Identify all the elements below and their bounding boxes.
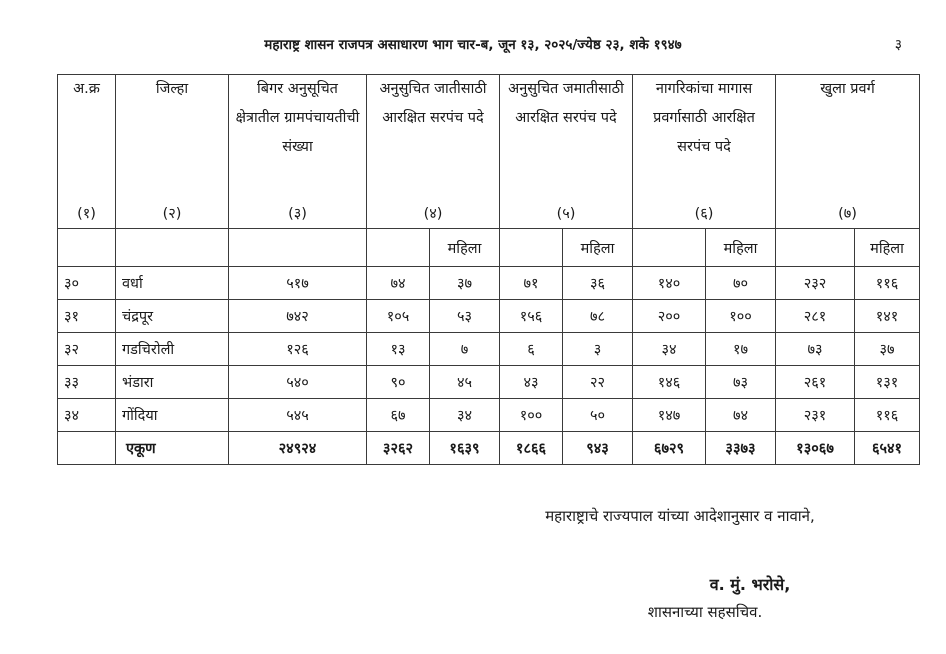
page-header [0,34,946,56]
women-label-sc: महिला [430,229,500,267]
col-number: (७) [838,206,857,222]
district-cell: गोंदिया [116,399,229,432]
sc-women-cell: ३४ [430,399,500,432]
open-women-cell: १३१ [855,366,920,399]
st-women-cell: ३ [563,333,633,366]
panchayat-count-cell: ५१७ [229,267,367,300]
total-obc: ६७२९ [633,432,706,465]
women-label-obc: महिला [706,229,776,267]
table-row [58,267,920,300]
obc-women-cell: १७ [706,333,776,366]
obc-women-cell: ७० [706,267,776,300]
st-cell: ६ [500,333,563,366]
table-row [58,399,920,432]
total-open: १३०६७ [776,432,855,465]
st-women-cell: ३६ [563,267,633,300]
serial-cell: ३२ [58,333,116,366]
sc-cell: ७४ [367,267,430,300]
sc-cell: १०५ [367,300,430,333]
serial-cell: ३३ [58,366,116,399]
obc-cell: १४७ [633,399,706,432]
col-number: (२) [162,206,182,222]
st-women-cell: २२ [563,366,633,399]
reservation-table [57,74,920,465]
col-header-label: बिगर अनुसूचित क्षेत्रातील ग्रामपंचायतीची संख्या [235,81,360,155]
total-sc: ३२६२ [367,432,430,465]
page-number: ३ [894,37,902,53]
col-header-label: अ.क्र [73,81,100,97]
col-number: (१) [77,206,96,222]
sc-women-cell: ३७ [430,267,500,300]
sc-women-cell: ५३ [430,300,500,333]
panchayat-count-cell: ५४० [229,366,367,399]
col-header-label: नागरिकांचा मागास प्रवर्गासाठी आरक्षित सरपंच पदे [653,81,755,155]
open-women-cell: ११६ [855,267,920,300]
district-cell: गडचिरोली [116,333,229,366]
district-cell: वर्धा [116,267,229,300]
panchayat-count-cell: ७४२ [229,300,367,333]
open-women-cell: १४१ [855,300,920,333]
open-cell: २३२ [776,267,855,300]
sc-cell: ९० [367,366,430,399]
total-row [58,432,920,465]
gazette-header-title: महाराष्ट्र शासन राजपत्र असाधारण भाग चार-ब, जून १३, २०२५/ज्येष्ठ २३, शके १९४७ [264,37,682,53]
sc-cell: ६७ [367,399,430,432]
table-row [58,300,920,333]
open-cell: २८१ [776,300,855,333]
total-sc-women: १६३९ [430,432,500,465]
serial-cell: ३४ [58,399,116,432]
open-cell: ७३ [776,333,855,366]
open-women-cell: ११६ [855,399,920,432]
st-cell: १०० [500,399,563,432]
total-st-women: ९४३ [563,432,633,465]
col-number: (६) [694,206,714,222]
obc-women-cell: ७४ [706,399,776,432]
col-header-panchayat-count [229,75,367,229]
st-women-cell: ५० [563,399,633,432]
total-label: एकूण [116,432,229,465]
panchayat-count-cell: १२६ [229,333,367,366]
col-header-district [116,75,229,229]
col-header-obc [633,75,776,229]
col-header-label: अनुसुचित जातीसाठी आरक्षित सरपंच पदे [379,81,487,126]
serial-cell: ३० [58,267,116,300]
st-cell: १५६ [500,300,563,333]
table-row [58,333,920,366]
col-number: (५) [556,206,576,222]
subheader-row [58,229,920,267]
obc-women-cell: १०० [706,300,776,333]
table-row [58,366,920,399]
sc-women-cell: ४५ [430,366,500,399]
total-obc-women: ३३७३ [706,432,776,465]
panchayat-count-cell: ५४५ [229,399,367,432]
women-label-st: महिला [563,229,633,267]
sc-cell: १३ [367,333,430,366]
col-header-label: खुला प्रवर्ग [820,81,875,97]
serial-cell: ३१ [58,300,116,333]
header-row [58,75,920,229]
col-header-open [776,75,920,229]
district-cell: चंद्रपूर [116,300,229,333]
col-header-st [500,75,633,229]
col-number: (३) [288,206,307,222]
obc-cell: ३४ [633,333,706,366]
open-cell: २६१ [776,366,855,399]
col-header-serial [58,75,116,229]
open-cell: २३१ [776,399,855,432]
obc-cell: १४० [633,267,706,300]
women-label-open: महिला [855,229,920,267]
col-number: (४) [423,206,443,222]
obc-cell: २०० [633,300,706,333]
st-cell: ७१ [500,267,563,300]
total-st: १८६६ [500,432,563,465]
signatory-title: शासनाच्या सहसचिव. [647,603,763,621]
open-women-cell: ३७ [855,333,920,366]
total-count: २४९२४ [229,432,367,465]
col-header-label: अनुसुचित जमातीसाठी आरक्षित सरपंच पदे [508,81,624,126]
district-cell: भंडारा [116,366,229,399]
st-cell: ४३ [500,366,563,399]
obc-women-cell: ७३ [706,366,776,399]
signatory-name: व. मुं. भरोसे, [709,575,791,594]
governor-order-line: महाराष्ट्राचे राज्यपाल यांच्या आदेशानुसार व नावाने, [545,507,815,525]
st-women-cell: ७८ [563,300,633,333]
col-header-label: जिल्हा [155,81,189,97]
col-header-sc [367,75,500,229]
total-open-women: ६५४१ [855,432,920,465]
sc-women-cell: ७ [430,333,500,366]
obc-cell: १४६ [633,366,706,399]
